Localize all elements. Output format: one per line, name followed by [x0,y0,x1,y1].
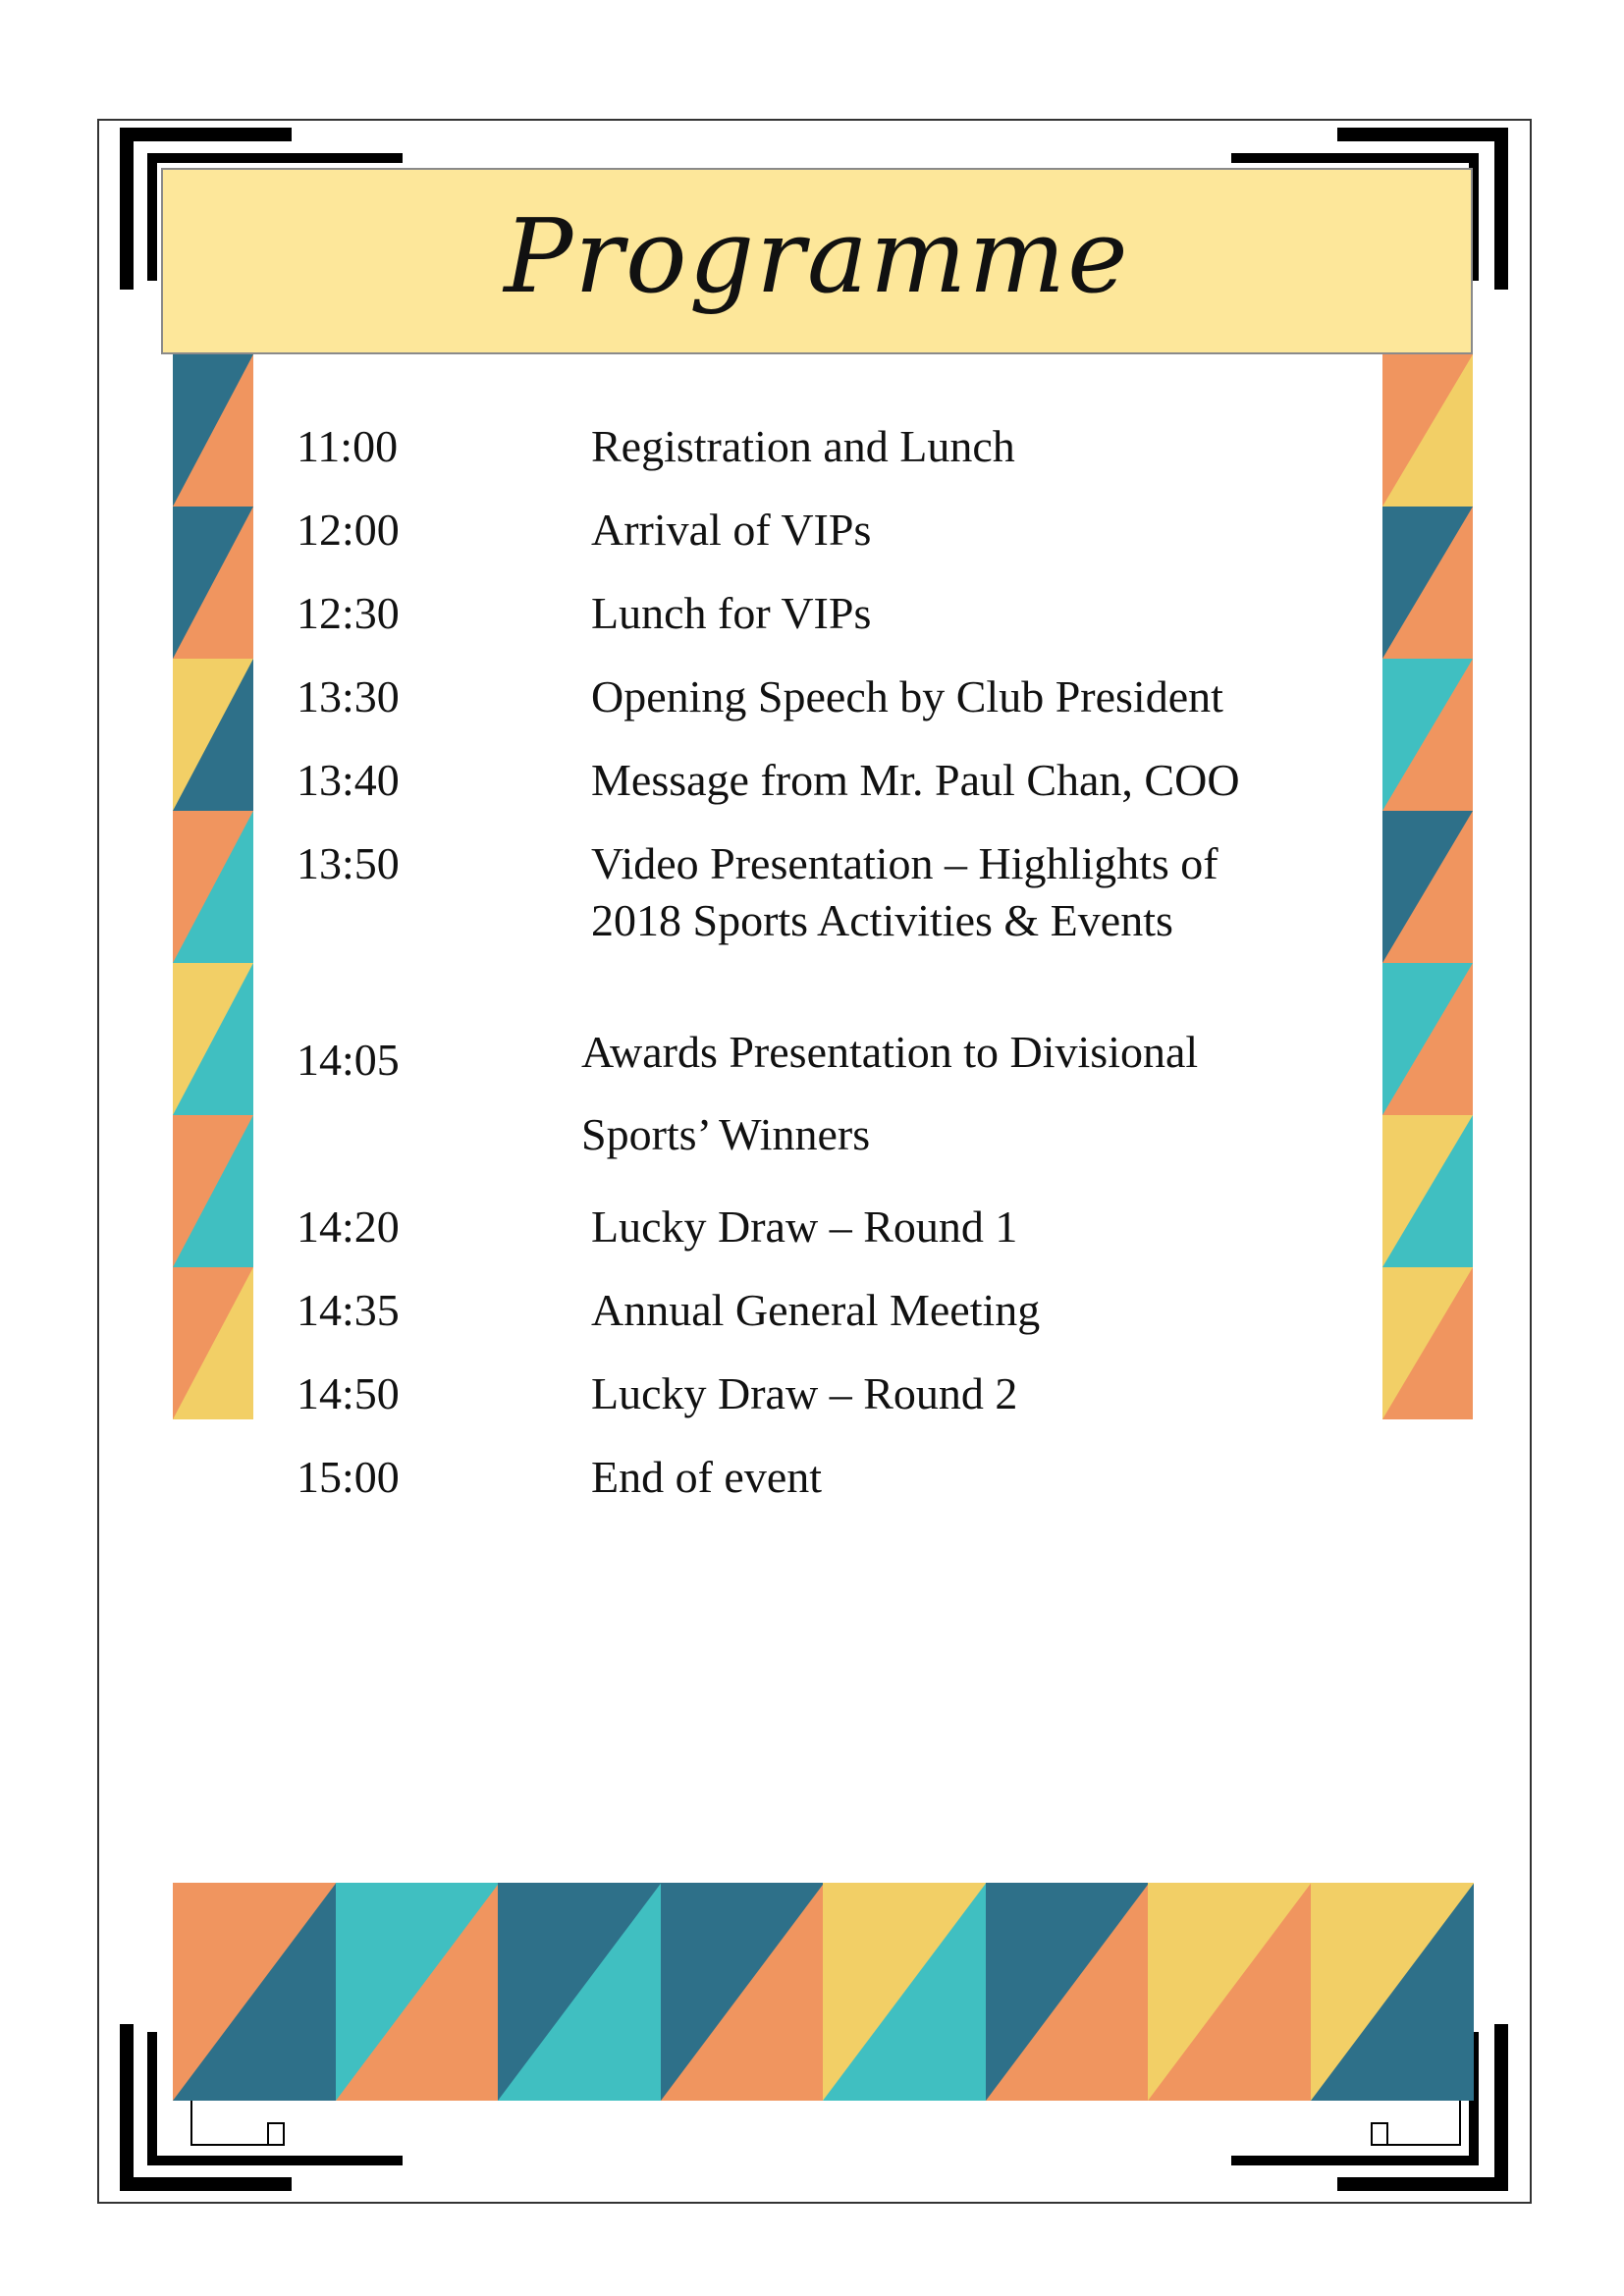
border-tile [1148,1883,1312,2101]
schedule-item: Opening Speech by Club President [591,671,1223,721]
border-tile [173,1883,337,2101]
schedule-item: Lucky Draw – Round 1 [591,1201,1018,1252]
border-tile [1382,354,1473,507]
schedule-item: Lucky Draw – Round 2 [591,1368,1018,1418]
schedule-time: 14:50 [297,1368,400,1418]
border-tile [1382,811,1473,963]
schedule-item: Awards Presentation to Divisional Sports’ Winners [581,1027,1199,1159]
border-tile [1382,1267,1473,1419]
schedule-item: Registration and Lunch [591,421,1015,471]
border-tile [173,963,253,1115]
schedule-time: 14:20 [297,1201,400,1252]
schedule-item: Annual General Meeting [591,1285,1041,1335]
border-tile [498,1883,662,2101]
border-tile [1382,507,1473,659]
border-tile [1382,659,1473,811]
schedule-time: 14:05 [297,1035,400,1085]
schedule-time: 12:30 [297,588,400,638]
schedule-time: 15:00 [297,1452,400,1502]
header-banner [161,168,1473,354]
schedule-item: Video Presentation – Highlights of 2018 Sports Activities & Events [591,838,1218,945]
border-tile [1382,1115,1473,1267]
schedule-time: 11:00 [297,421,399,471]
page-title: Programme [504,196,1130,316]
border-tile [173,507,253,659]
schedule-time: 13:50 [297,838,400,888]
border-tile [173,659,253,811]
border-tile [173,1115,253,1267]
border-tile [823,1883,987,2101]
border-tile [173,1267,253,1419]
schedule-time: 13:30 [297,671,400,721]
schedule-time: 12:00 [297,505,400,555]
schedule-time: 14:35 [297,1285,400,1335]
border-tile [1311,1883,1475,2101]
border-tile [661,1883,825,2101]
border-tile [173,811,253,963]
schedule-item: Arrival of VIPs [591,505,872,555]
schedule-item: End of event [591,1452,823,1502]
border-tile [336,1883,500,2101]
border-tile [986,1883,1150,2101]
border-tile [1382,963,1473,1115]
schedule-item: Lunch for VIPs [591,588,872,638]
schedule-item: Message from Mr. Paul Chan, COO [591,755,1240,805]
border-tile [173,354,253,507]
schedule-time: 13:40 [297,755,400,805]
